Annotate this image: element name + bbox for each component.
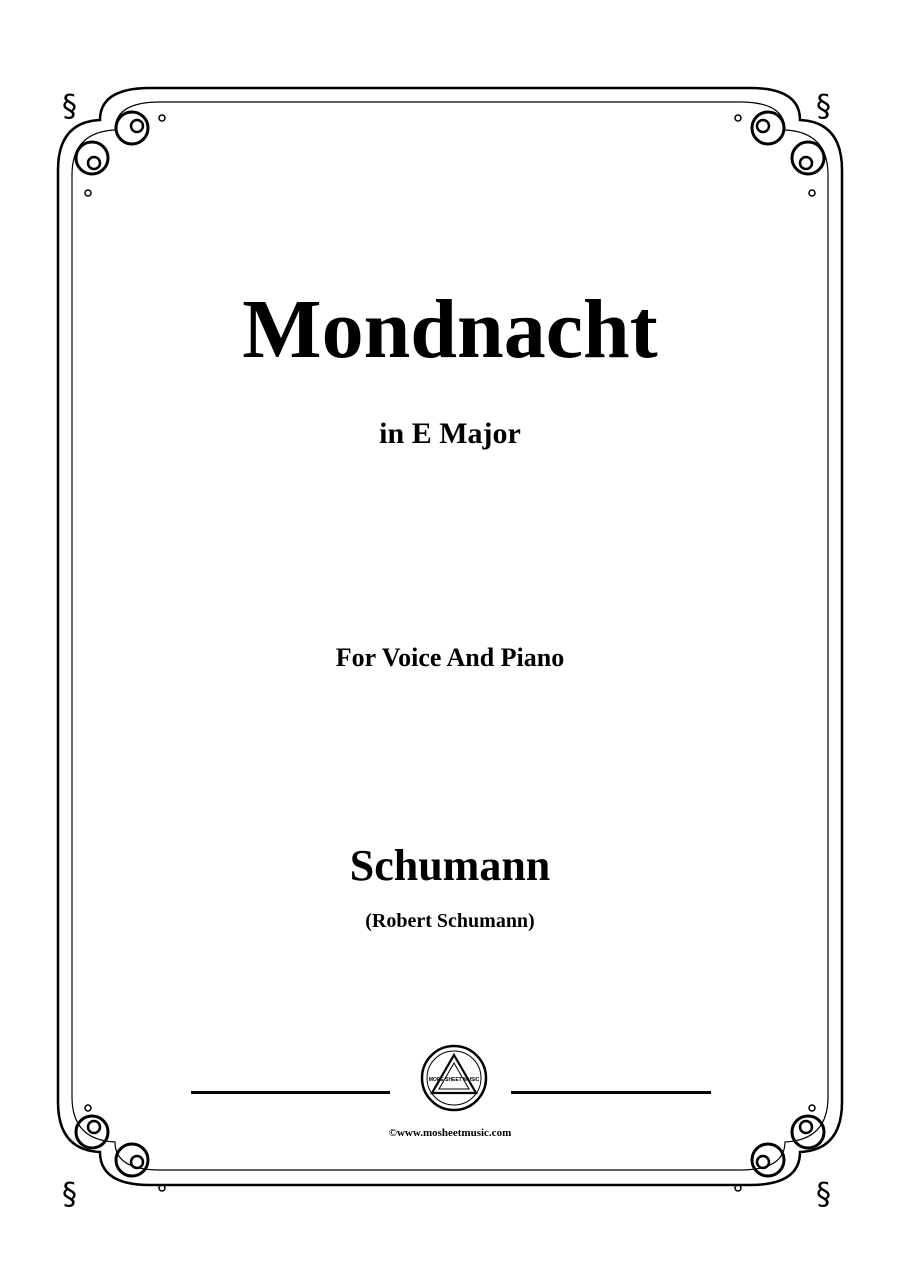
divider-right <box>511 1091 711 1094</box>
logo-text: MORE SHEET MUSIC <box>428 1077 480 1083</box>
corner-flourish-icon: § <box>816 89 831 124</box>
corner-flourish-icon: § <box>816 1177 831 1212</box>
corner-flourish-icon: § <box>62 89 77 124</box>
instrumentation: For Voice And Piano <box>335 643 565 672</box>
composer-full-name: (Robert Schumann) <box>365 910 535 932</box>
corner-flourish-icon: § <box>62 1177 77 1212</box>
page-title: Mondnacht <box>242 283 658 376</box>
publisher-logo <box>419 1043 489 1113</box>
outer-frame <box>58 88 842 1185</box>
key-signature: in E Major <box>379 417 521 450</box>
divider-left <box>191 1091 390 1094</box>
inner-frame <box>72 102 828 1170</box>
copyright-notice: ©www.mosheetmusic.com <box>388 1127 512 1139</box>
composer-name: Schumann <box>349 841 551 890</box>
